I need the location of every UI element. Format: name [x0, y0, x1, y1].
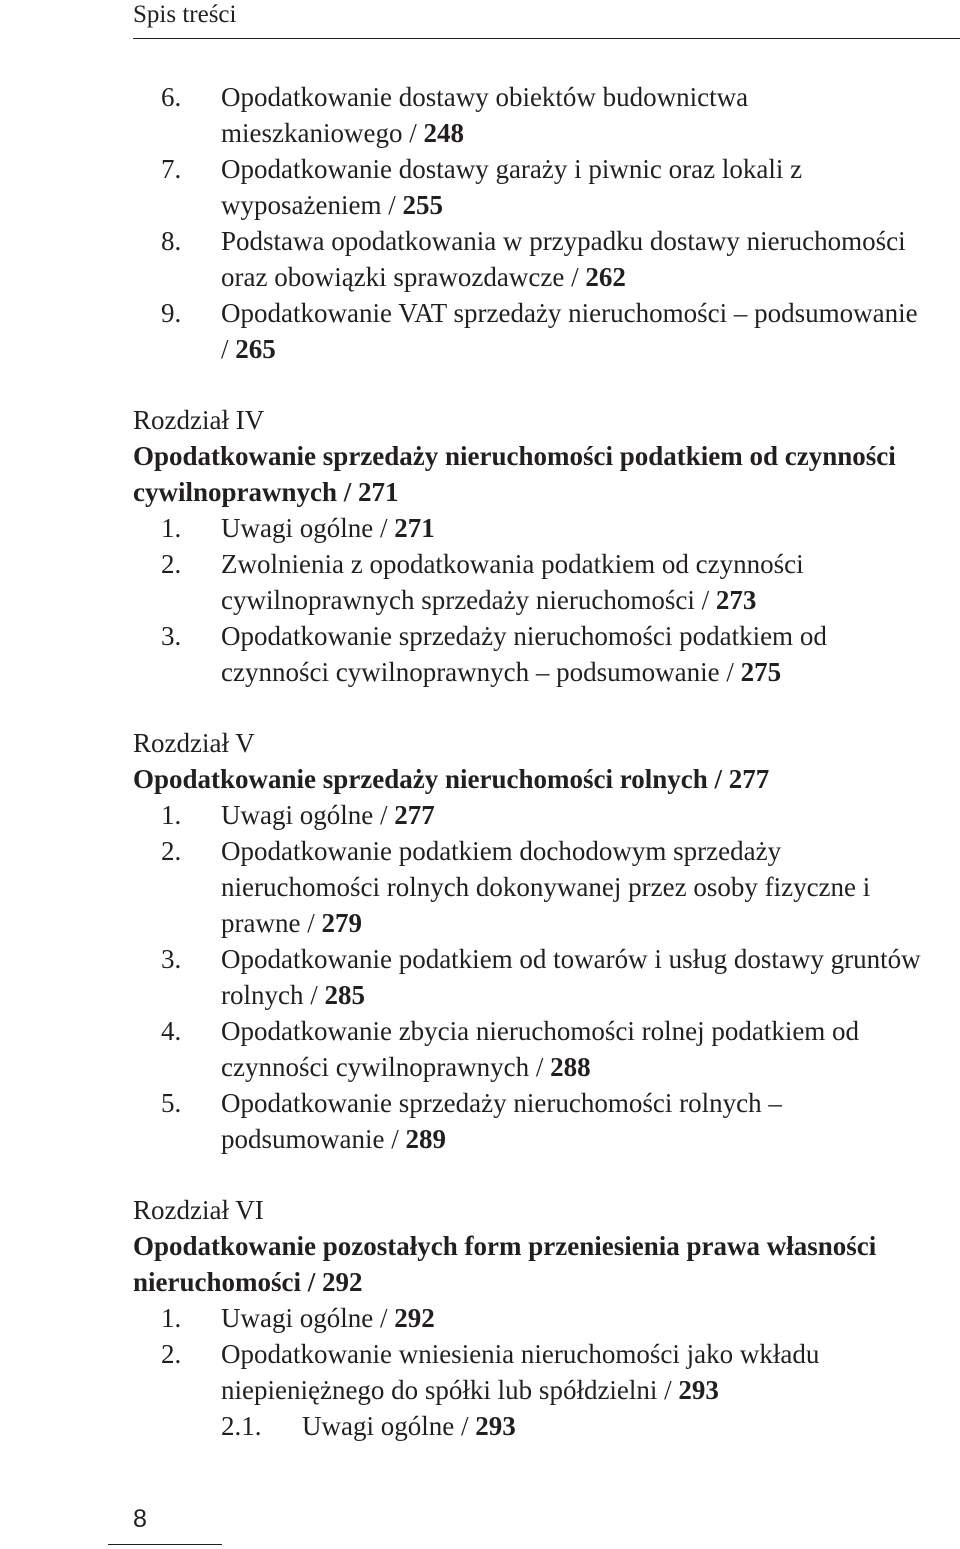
- toc-title: Opodatkowanie podatkiem od towarów i usług dostawy gruntów rolnych /: [221, 944, 921, 1010]
- toc-entry[interactable]: [0, 151, 960, 223]
- toc-subentry[interactable]: [0, 1408, 960, 1444]
- toc-page: 285: [324, 980, 365, 1010]
- toc-page: 277: [394, 800, 435, 830]
- toc-entry[interactable]: [0, 79, 960, 151]
- toc-number: 4.: [161, 1016, 182, 1046]
- toc-page: 271: [394, 513, 435, 543]
- toc-number: 1.: [161, 513, 182, 543]
- footer-rule: [108, 1544, 222, 1545]
- running-title: Spis treści: [133, 1, 237, 28]
- page-number: 8: [133, 1505, 147, 1533]
- toc-entry[interactable]: [0, 797, 960, 833]
- toc-page: 265: [235, 334, 276, 364]
- toc-number: 1.: [161, 1303, 182, 1333]
- toc-entry[interactable]: [0, 510, 960, 546]
- toc-page: 255: [402, 190, 443, 220]
- toc-page: 262: [585, 262, 626, 292]
- toc-entry[interactable]: [0, 295, 960, 367]
- toc-entry[interactable]: [0, 1085, 960, 1157]
- chapter-title-text: Opodatkowanie pozostałych form przeniesienia prawa własności nieruchomości /: [133, 1231, 877, 1297]
- toc-title: Opodatkowanie VAT sprzedaży nieruchomości – podsumowanie /: [221, 298, 918, 364]
- chapter-title-text: Opodatkowanie sprzedaży nieruchomości rolnych /: [133, 764, 729, 794]
- chapter-title[interactable]: [0, 761, 943, 797]
- chapter-title[interactable]: [0, 438, 943, 510]
- toc-number: 2.: [161, 1339, 182, 1369]
- chapter-title-text: Opodatkowanie sprzedaży nieruchomości podatkiem od czynności cywilnoprawnych /: [133, 441, 896, 507]
- chapter-title[interactable]: [0, 1228, 943, 1300]
- chapter-page: 277: [728, 764, 770, 794]
- toc-number: 3.: [161, 944, 182, 974]
- toc-page: 293: [475, 1411, 516, 1441]
- toc-title: Opodatkowanie dostawy garaży i piwnic oraz lokali z wyposażeniem /: [221, 154, 803, 220]
- toc-number: 9.: [161, 298, 182, 328]
- toc-title: Podstawa opodatkowania w przypadku dostawy nieruchomości oraz obowiązki sprawozdawcze /: [221, 226, 906, 292]
- header-rule: [133, 38, 960, 39]
- toc-title: Opodatkowanie wniesienia nieruchomości jako wkładu niepieniężnego do spółki lub spółdzielni /: [221, 1339, 820, 1405]
- toc-entry[interactable]: [0, 223, 960, 295]
- toc-page: 275: [740, 657, 782, 687]
- chapter-page: 292: [322, 1267, 363, 1297]
- toc-page: 279: [321, 908, 362, 938]
- toc-number: 3.: [161, 621, 182, 651]
- toc-title: Uwagi ogólne /: [221, 800, 395, 830]
- toc-title: Uwagi ogólne /: [221, 1303, 395, 1333]
- toc-number: 2.: [161, 836, 182, 866]
- toc-number: 1.: [161, 800, 182, 830]
- chapter-label: Rozdział VI: [133, 1195, 264, 1225]
- toc-number: 5.: [161, 1088, 182, 1118]
- toc-entry[interactable]: [0, 546, 960, 618]
- toc-number: 6.: [161, 82, 182, 112]
- chapter-page: 271: [358, 477, 399, 507]
- toc-entry[interactable]: [0, 1300, 960, 1336]
- toc-title: Opodatkowanie podatkiem dochodowym sprzedaży nieruchomości rolnych dokonywanej przez osoby fizyczne i prawne /: [221, 836, 871, 938]
- toc-entry[interactable]: [0, 1013, 960, 1085]
- toc-entry[interactable]: [0, 618, 960, 690]
- toc-entry[interactable]: [0, 1336, 960, 1408]
- toc-page: 289: [405, 1124, 446, 1154]
- toc-number: 7.: [161, 154, 182, 184]
- toc-page: 292: [394, 1303, 435, 1333]
- toc-title: Zwolnienia z opodatkowania podatkiem od czynności cywilnoprawnych sprzedaży nieruchomości /: [221, 549, 804, 615]
- chapter-label: Rozdział V: [133, 728, 255, 758]
- toc-number: 2.1.: [221, 1411, 262, 1441]
- toc-page: 273: [715, 585, 757, 615]
- toc-number: 8.: [161, 226, 182, 256]
- chapter-label: Rozdział IV: [133, 405, 265, 435]
- toc-title: Uwagi ogólne /: [221, 513, 395, 543]
- toc-title: Opodatkowanie sprzedaży nieruchomości podatkiem od czynności cywilnoprawnych – podsumowanie /: [221, 621, 827, 687]
- toc-page: 248: [423, 118, 464, 148]
- toc-page: 293: [678, 1375, 719, 1405]
- toc-title: Opodatkowanie zbycia nieruchomości rolnej podatkiem od czynności cywilnoprawnych /: [221, 1016, 860, 1082]
- toc-entry[interactable]: [0, 833, 960, 941]
- toc-title: Opodatkowanie dostawy obiektów budownictwa mieszkaniowego /: [221, 82, 749, 148]
- toc-title: Opodatkowanie sprzedaży nieruchomości rolnych – podsumowanie /: [221, 1088, 782, 1154]
- toc-page: 288: [550, 1052, 591, 1082]
- toc-number: 2.: [161, 549, 182, 579]
- table-of-contents: [0, 79, 960, 1444]
- toc-entry[interactable]: [0, 941, 960, 1013]
- toc-title: Uwagi ogólne /: [302, 1411, 476, 1441]
